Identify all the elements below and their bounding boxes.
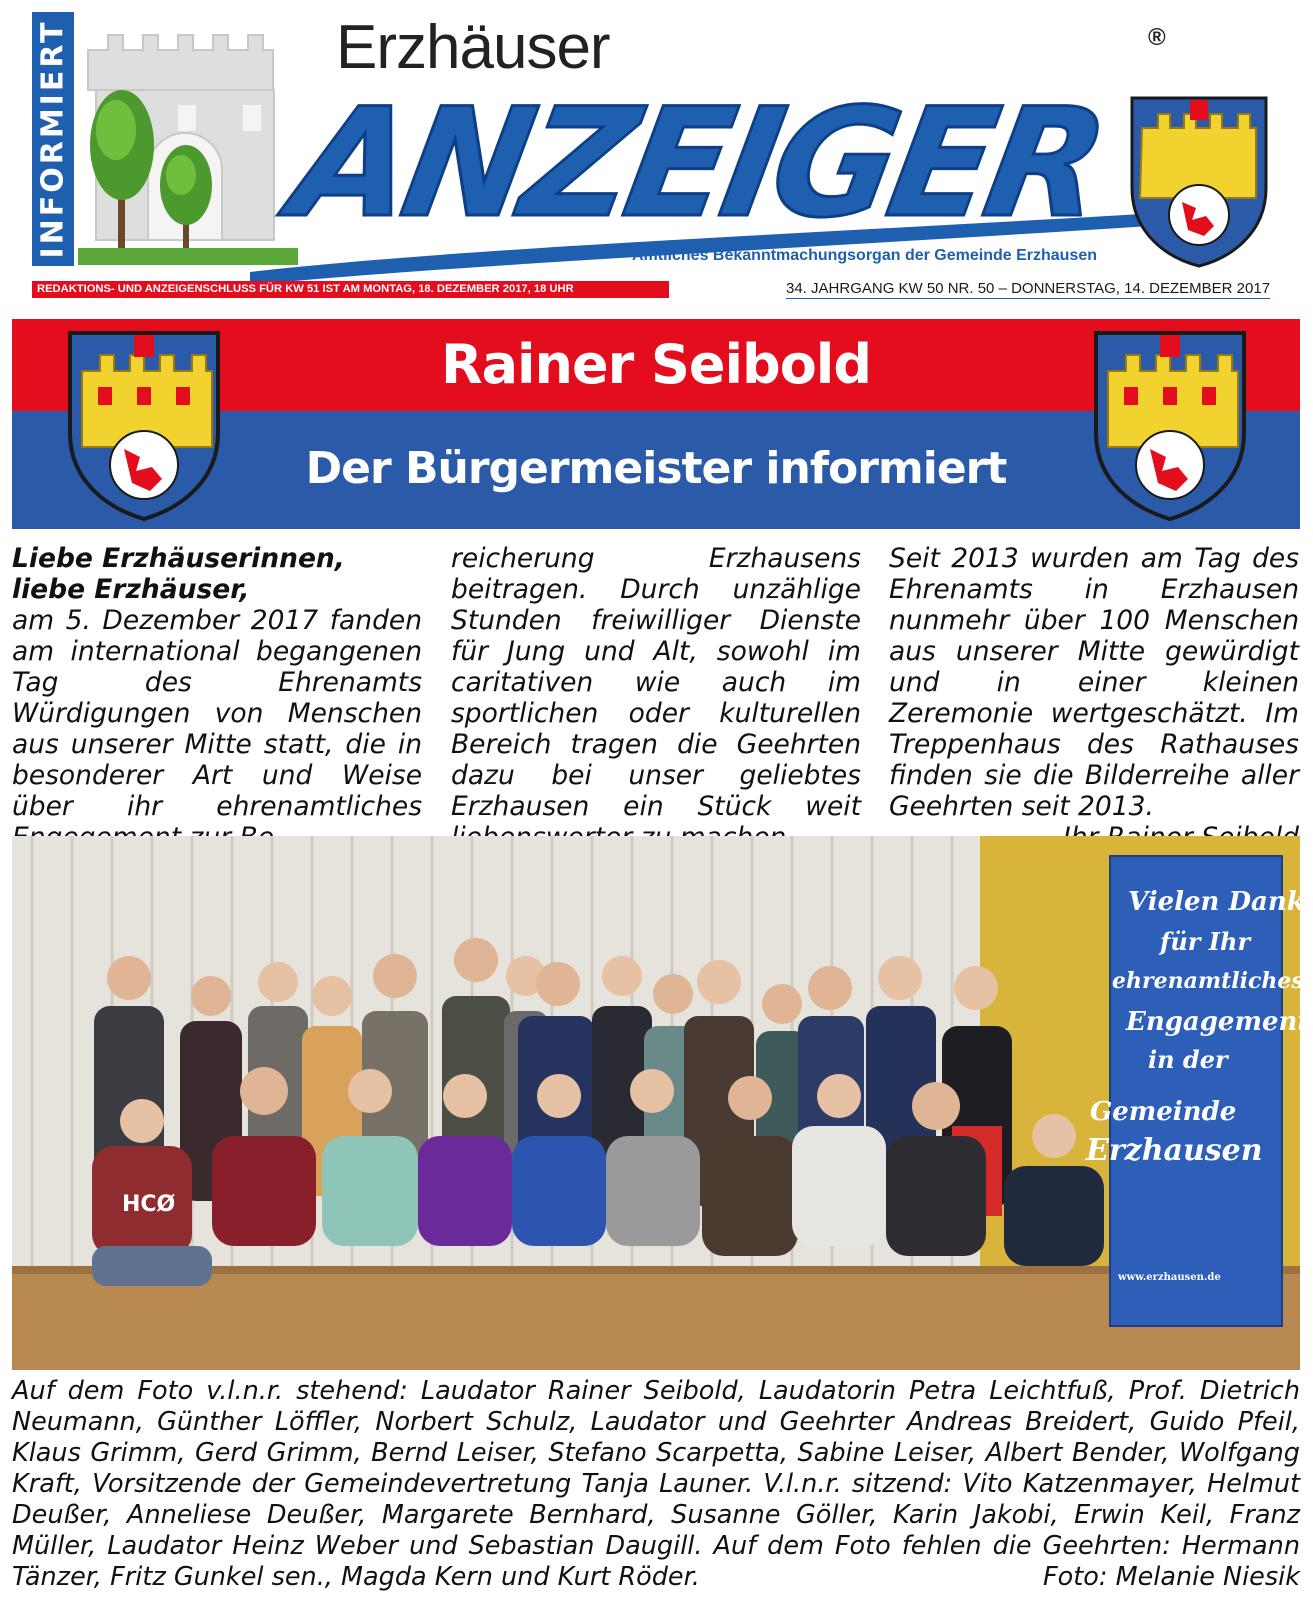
salutation-line-2: liebe Erzhäuser, [12, 574, 250, 605]
masthead-title-small: Erzhäuser [336, 13, 610, 82]
tagline: Amtliches Bekanntmachungsorgan der Gemeinde Erzhausen [632, 247, 1098, 264]
issue-info: 34. JAHRGANG KW 50 NR. 50 – DONNERSTAG, 14. DEZEMBER 2017 [786, 280, 1271, 297]
banner-line-7: Erzhausen [1086, 1133, 1263, 1168]
banner-url: www.erzhausen.de [1118, 1272, 1221, 1283]
crest-icon [1124, 90, 1274, 270]
article-text-1: am 5. Dezember 2017 fanden am international begangenen Tag des Ehrenamts Würdigungen von Menschen aus unserer Mitte statt, die in besonderer Art und Weise über ihr ehrenamtliches [12, 605, 422, 822]
salutation-line-1: Liebe Erzhäuserinnen, [12, 543, 345, 574]
banner-line-4: Engagement [1126, 1007, 1310, 1037]
article-column-1 [12, 543, 422, 853]
registered-mark: ® [1148, 24, 1166, 51]
brand-text: ANZEIGER [280, 76, 1114, 251]
article-text-3: Seit 2013 wurden am Tag des Ehrenamts in Erzhausen nunmehr über 100 Menschen aus unserer Mitte gewürdigt und in einer kleinen Zeremonie wertgeschätzt. Im Treppenhaus des Rathauses finden sie die Bilderreihe aller Geehrten seit 2013. [889, 543, 1299, 822]
banner-line-2: für Ihr [1160, 927, 1251, 956]
informiert-tab [32, 12, 74, 266]
article-column-2 [451, 543, 861, 853]
deadline-bar: REDAKTIONS- UND ANZEIGENSCHLUSS FÜR KW 51 IST AM MONTAG, 18. DEZEMBER 2017, 18 UHR [32, 281, 669, 298]
article-text-2: reicherung Erzhausens beitragen. Durch unzählige Stunden freiwilliger Dienste für Jung und Alt, sowohl im caritativen wie auch im sportlichen oder kulturellen Bereich tragen die Geehrten dazu bei unser geliebtes Erzhausen ein Stück weit [451, 543, 861, 822]
mayor-banner [12, 319, 1300, 529]
caption-text: Auf dem Foto v.l.n.r. stehend: Laudator Rainer Seibold, Laudatorin Petra Leichtfuß, Prof. Dietrich Neumann, Günther Löffler, Norbert Schulz, Laudator und Geehrter Andreas Breidert, Guido Pfeil, Klaus Grimm, Gerd Grimm, Bernd Leiser, Stefano Scarpetta, Sabine Leiser, Albert Bender, Wolfgang Kraft, Vorsitzende der Gemeindevertretung Tanja Launer. V.l.n.r. sitzend: Vito Katzenmayer, Helmut Deußer, Anneliese Deußer, Margarete Bernhard, Susanne Göller, Karin Jakobi, Erwin Keil, Franz Müller, Laudator Heinz Weber und Sebastian Daugill. Auf dem Foto fehlen die Geehrten: Hermann Tänzer, Fritz Gunkel sen., Magda Kern und Kurt Röder. [12, 1376, 1300, 1592]
shirt-text: HCØ [122, 1192, 176, 1217]
banner-line-6: Gemeinde [1090, 1097, 1237, 1127]
banner-line-1: Vielen Dank [1128, 887, 1305, 917]
banner-line-3: ehrenamtliches [1112, 968, 1304, 994]
banner-name: Rainer Seibold [441, 333, 871, 396]
masthead [0, 0, 1313, 300]
photo-caption [12, 1376, 1300, 1593]
banner-subtitle: Der Bürgermeister informiert [305, 443, 1007, 494]
informiert-label: INFORMIERT [35, 19, 71, 259]
article-column-3 [889, 543, 1299, 853]
thanks-banner-text [1086, 870, 1310, 1290]
banner-line-5: in der [1148, 1045, 1228, 1074]
photo-credit: Foto: Melanie Niesik [1043, 1562, 1300, 1592]
